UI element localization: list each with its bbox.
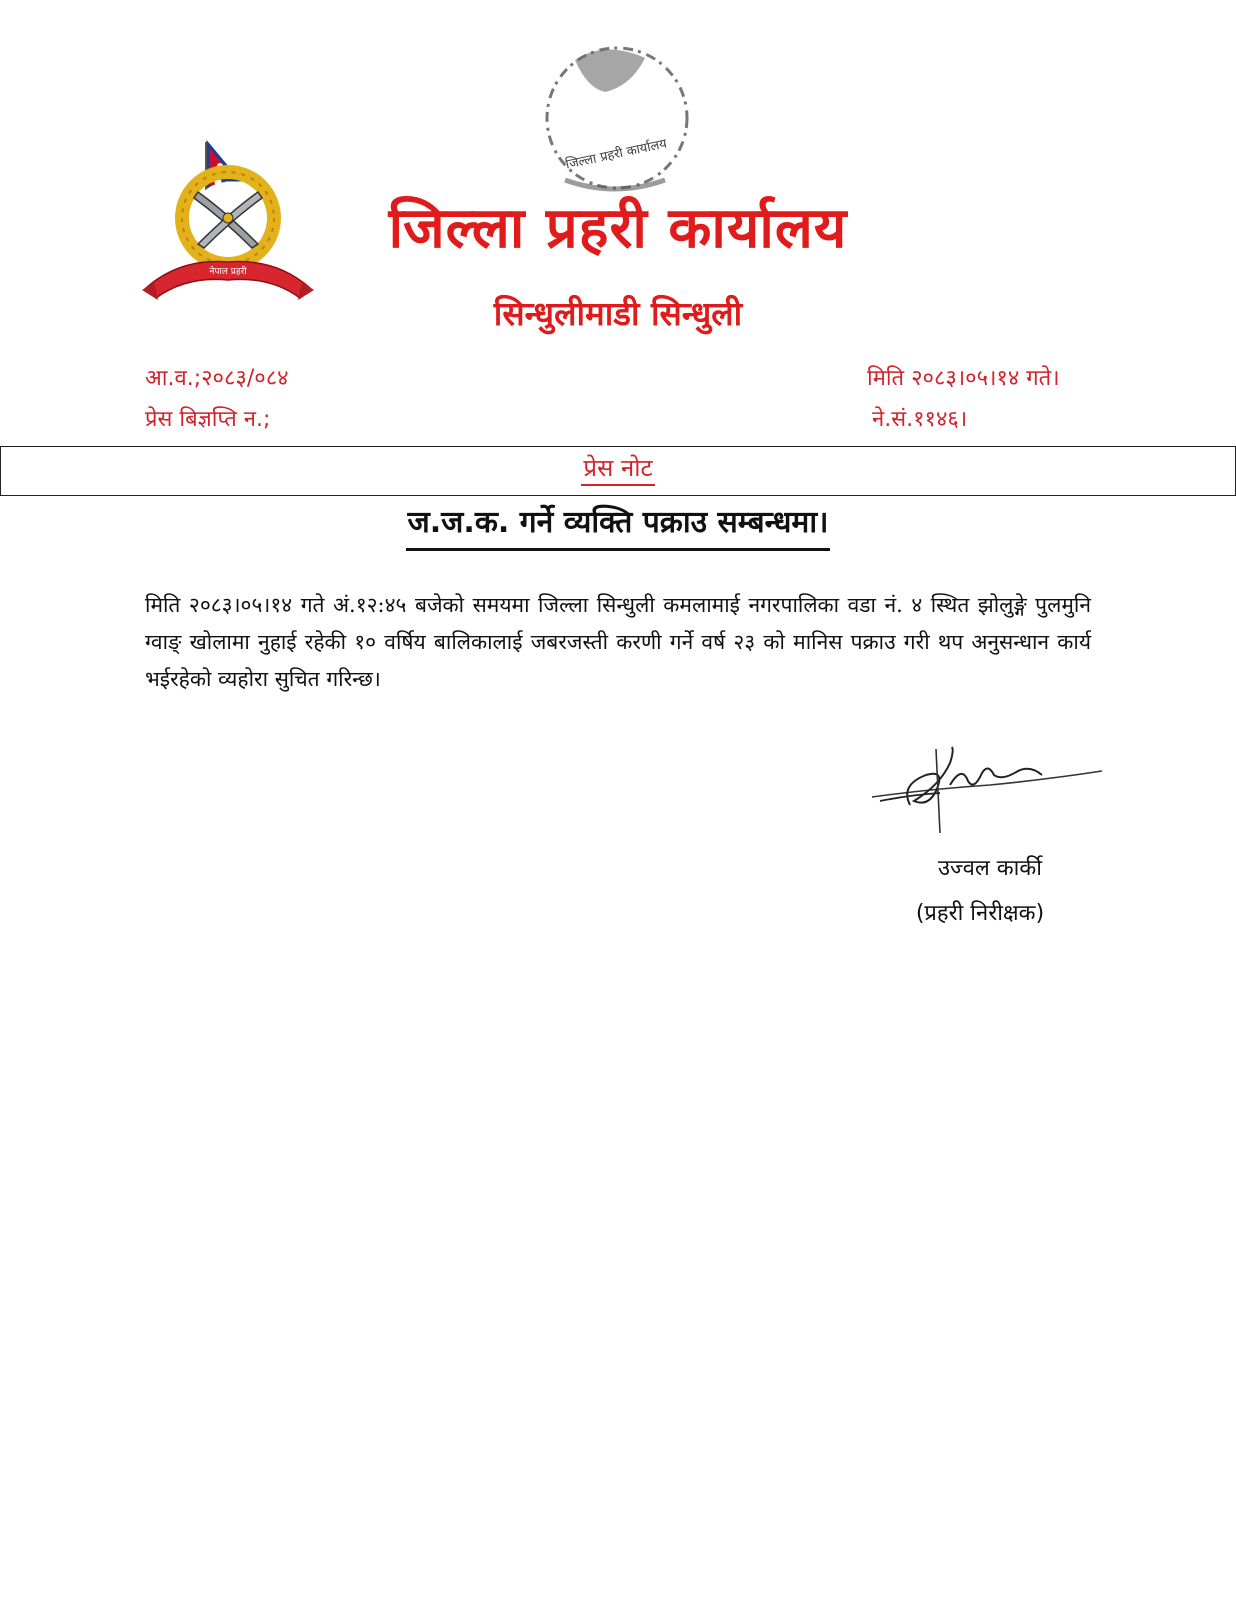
office-stamp <box>535 30 695 200</box>
subject-text: ज.ज.क. गर्ने व्यक्ति पक्राउ सम्बन्धमा। <box>406 505 831 551</box>
office-location: सिन्धुलीमाडी सिन्धुली <box>493 294 743 333</box>
emblem-text-bottom: सत्य सेवा सुरक्षणम् <box>200 283 256 292</box>
fiscal-year: आ.व.;२०८३/०८४ <box>145 366 289 391</box>
press-release-number: प्रेस बिज्ञप्ति न.; <box>145 407 271 432</box>
stamp-text: जिल्ला प्रहरी कार्यालय <box>564 136 669 173</box>
signatory-name: उज्वल कार्की <box>938 856 1042 881</box>
signature <box>870 745 1105 835</box>
office-title: जिल्ला प्रहरी कार्यालय <box>388 196 848 261</box>
release-date: मिति २०८३।०५।१४ गते। <box>867 366 1060 391</box>
emblem-text-top: नेपाल प्रहरी <box>209 267 247 277</box>
signatory-designation: (प्रहरी निरीक्षक) <box>915 901 1045 926</box>
press-body: मिति २०८३।०५।१४ गते अं.१२:४५ बजेको समयमा जिल्ला सिन्धुली कमलामाई नगरपालिका वडा नं. ४ स्थित झोलुङ्गे पुलमुनि ग्वाङ् खोलामा नुहाई रहेकी १० वर्षिय बालिकालाई जबरजस्ती करणी गर्ने वर्ष २३ को मानिस पक्राउ गरी थप अनुसन्धान कार्य भईरहेको व्यहोरा सुचित गरिन्छ। <box>145 593 1091 691</box>
press-note-heading <box>0 451 1236 484</box>
subject-heading <box>0 500 1236 541</box>
nepal-samvat-date: ने.सं.११४६। <box>872 407 968 432</box>
press-note-label: प्रेस नोट <box>581 454 654 486</box>
